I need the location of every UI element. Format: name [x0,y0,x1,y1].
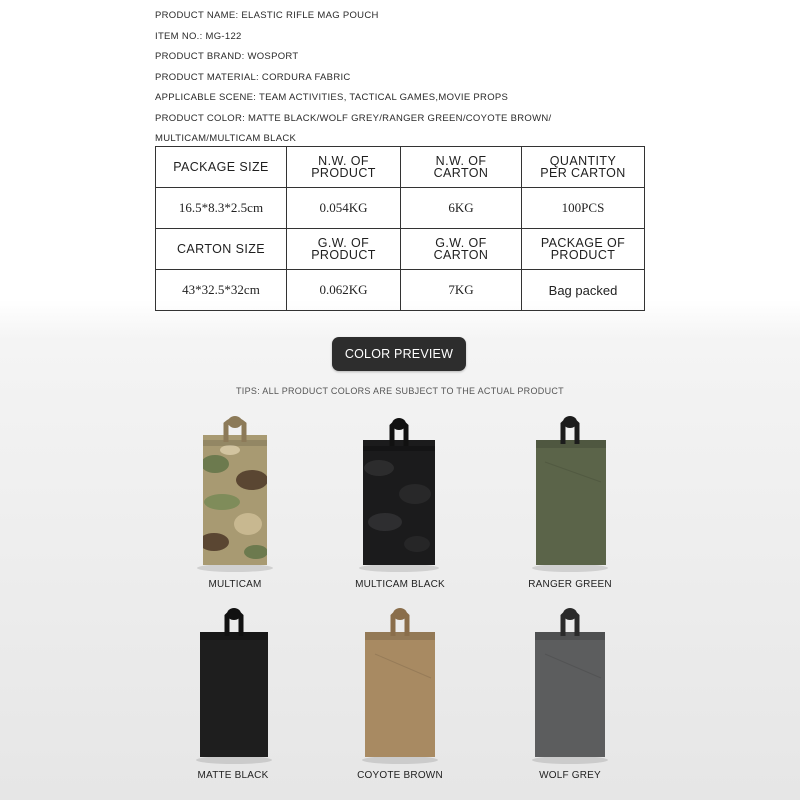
pouch-body [365,632,435,757]
pouch-body [536,440,606,565]
color-preview-button[interactable]: COLOR PREVIEW [332,337,466,371]
cell-carton-size: 43*32.5*32cm [156,270,287,311]
cell-package-size: 16.5*8.3*2.5cm [156,188,287,229]
header-gw-product: G.W. OF PRODUCT [287,229,401,270]
pouch-matte-black-image [170,592,300,772]
table-row [156,188,645,229]
color-label-matte-black: MATTE BLACK [197,770,269,781]
color-tips: TIPS: ALL PRODUCT COLORS ARE SUBJECT TO THE ACTUAL PRODUCT [236,386,564,396]
header-gw-carton: G.W. OF CARTON [401,229,522,270]
table-header-row [156,229,645,270]
pouch-body [535,632,605,757]
color-label-coyote-brown: COYOTE BROWN [357,770,443,781]
color-label-ranger-green: RANGER GREEN [528,579,612,590]
header-nw-product: N.W. OF PRODUCT [287,147,401,188]
cell-gw-product: 0.062KG [287,270,401,311]
color-label-wolf-grey: WOLF GREY [539,770,601,781]
product-specs [155,6,551,150]
cell-nw-product: 0.054KG [287,188,401,229]
color-label-multicam: MULTICAM [208,579,262,590]
spec-table [155,146,645,311]
header-package-size: PACKAGE SIZE [156,147,287,188]
applicable-scene: APPLICABLE SCENE: TEAM ACTIVITIES, TACTICAL GAMES,MOVIE PROPS [155,92,509,103]
pouch-multicam-black-image [335,402,465,582]
header-carton-size: CARTON SIZE [156,229,287,270]
table-row [156,270,645,311]
cell-quantity: 100PCS [522,188,645,229]
item-number: ITEM NO.: MG-122 [155,30,242,42]
table-header-row [156,147,645,188]
cell-package-type: Bag packed [522,270,645,311]
product-brand: PRODUCT BRAND: WOSPORT [155,51,299,62]
header-quantity-per-carton: QUANTITY PER CARTON [522,147,645,188]
product-color-line1: PRODUCT COLOR: MATTE BLACK/WOLF GREY/RANGER GREEN/COYOTE BROWN/ [155,112,552,124]
header-package-of-product: PACKAGE OF PRODUCT [522,229,645,270]
product-name: PRODUCT NAME: ELASTIC RIFLE MAG POUCH [155,10,379,21]
pouch-wolf-grey-image [505,592,635,772]
pouch-multicam-image [170,402,300,582]
product-material: PRODUCT MATERIAL: CORDURA FABRIC [155,71,351,83]
cell-nw-carton: 6KG [401,188,522,229]
pouch-coyote-brown-image [335,592,465,772]
product-color-line2: MULTICAM/MULTICAM BLACK [155,133,297,144]
pouch-body [200,632,268,757]
header-nw-carton: N.W. OF CARTON [401,147,522,188]
cell-gw-carton: 7KG [401,270,522,311]
pouch-ranger-green-image [505,402,635,582]
color-label-multicam-black: MULTICAM BLACK [355,579,445,590]
